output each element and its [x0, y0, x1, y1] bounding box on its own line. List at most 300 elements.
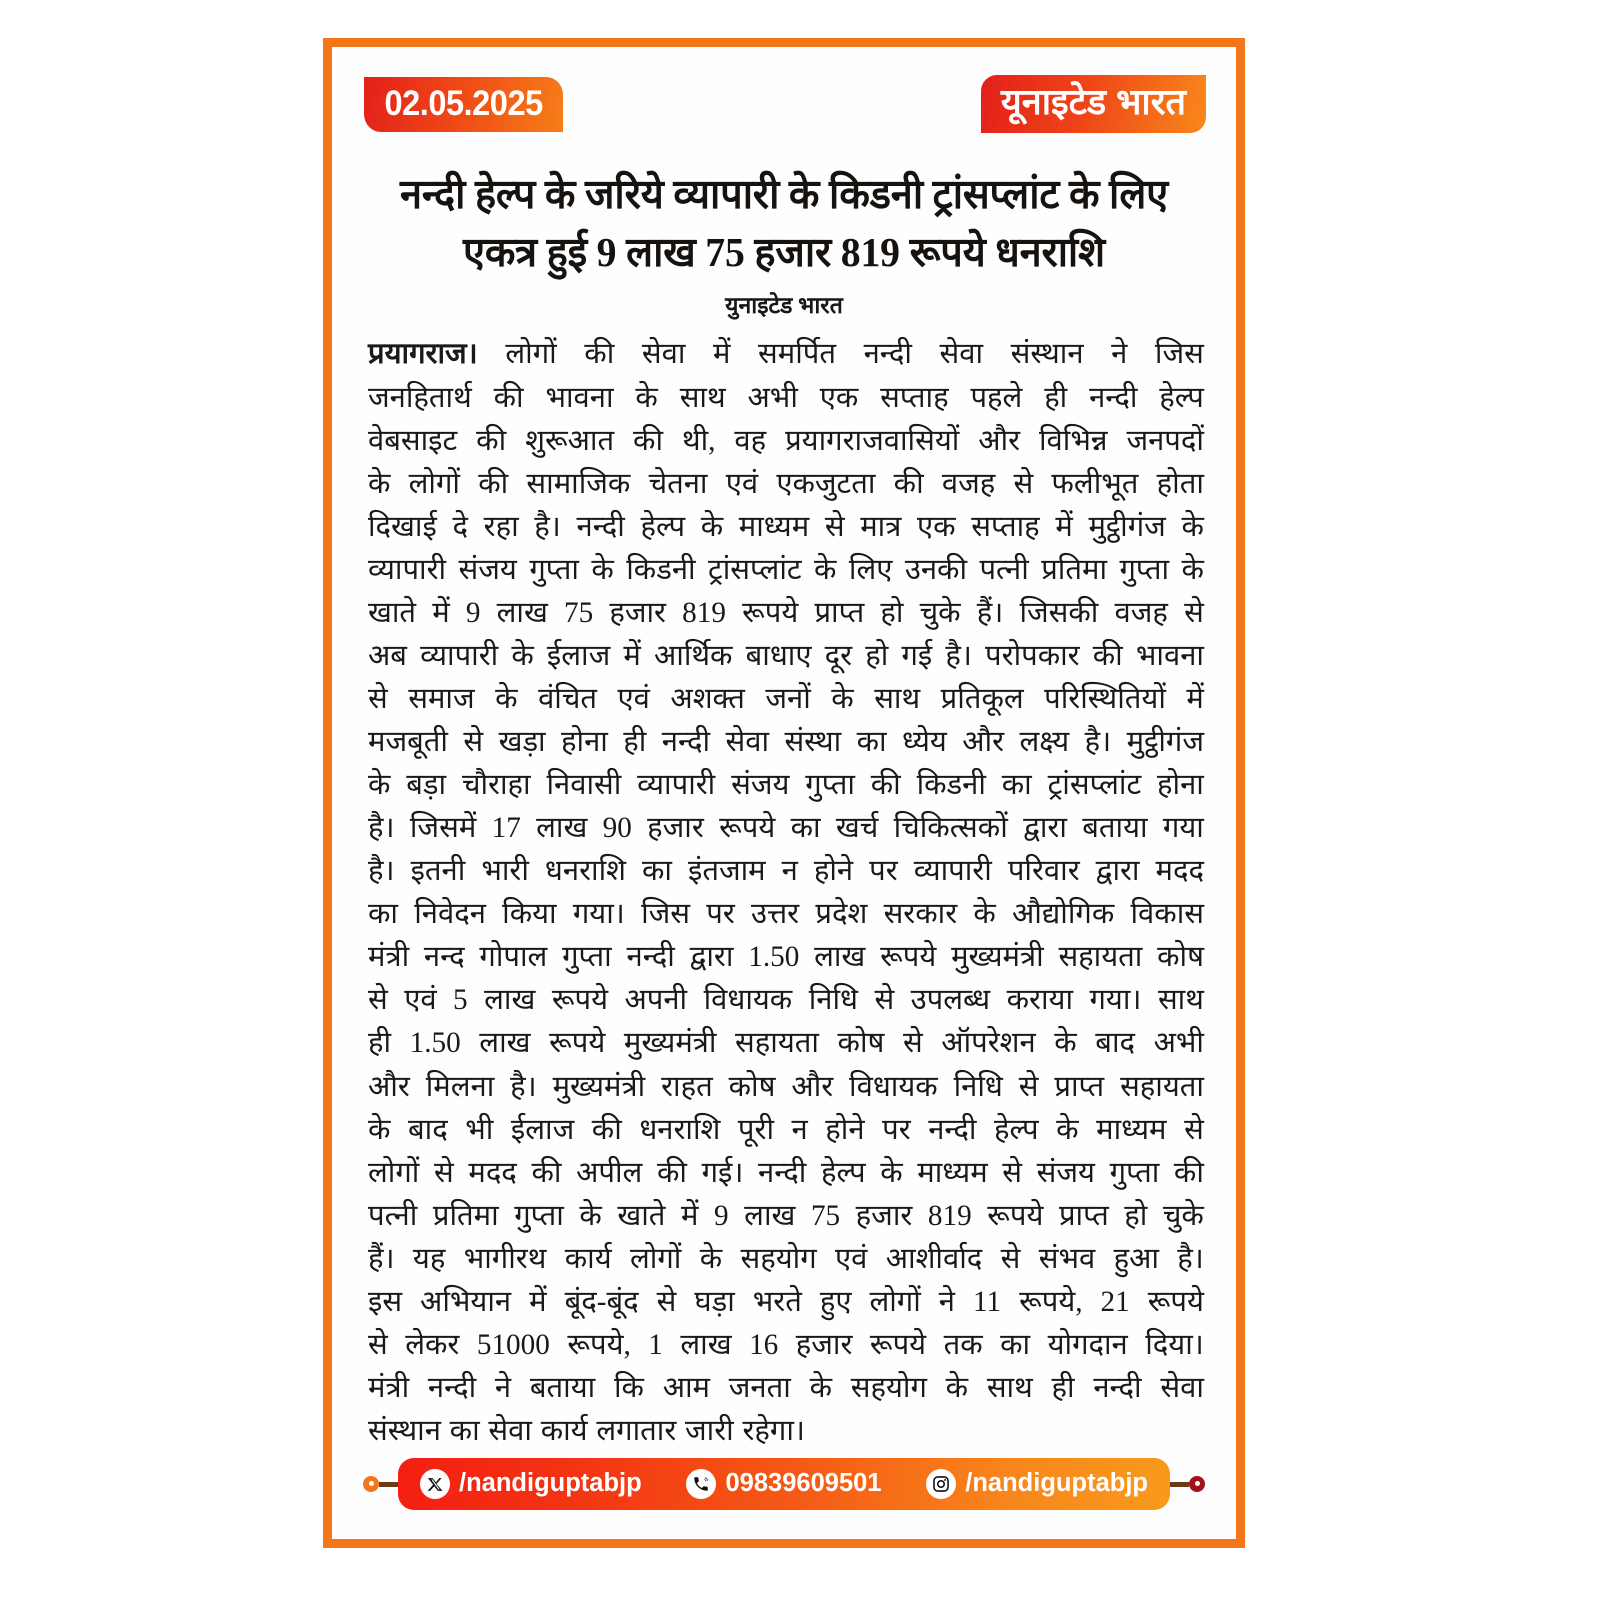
- article-line: [368, 1066, 1204, 1109]
- social-instagram[interactable]: [926, 1469, 1148, 1499]
- article-word: निवेदन: [414, 898, 486, 931]
- article-word: गई: [901, 639, 933, 672]
- article-word: भागीरथ: [463, 1242, 547, 1275]
- article-word: हेल्प: [1159, 381, 1204, 414]
- article-word: सहयोग: [740, 1242, 817, 1275]
- article-word: लाख: [744, 1199, 796, 1232]
- article-word: एक: [819, 381, 859, 414]
- article-word: हेल्प: [820, 1156, 866, 1189]
- article-word: ईलाज: [510, 1113, 575, 1146]
- article-word: आशीर्वाद: [885, 1242, 983, 1275]
- article-word: 9: [714, 1199, 729, 1232]
- article-word: उनकी: [904, 553, 968, 586]
- article-word: की: [870, 769, 901, 802]
- article-word: लोगों: [630, 1242, 682, 1275]
- article-word: नन्द: [423, 941, 465, 974]
- article-word: ने: [938, 1285, 955, 1318]
- social-twitter[interactable]: [420, 1469, 642, 1499]
- article-word: नन्दी: [576, 510, 625, 543]
- ribbon-right-dot: [1189, 1476, 1205, 1492]
- article-word: 21: [1100, 1285, 1130, 1318]
- article-word: सेवा: [939, 338, 984, 371]
- article-word: जनहितार्थ: [368, 381, 472, 414]
- article-word: हुए: [819, 1285, 852, 1318]
- article-word: विधायक: [703, 984, 793, 1017]
- article-word: रहा: [483, 510, 519, 543]
- article-word: भावना: [545, 381, 614, 414]
- article-word: धनराशि: [544, 855, 626, 888]
- article-word: जिस: [641, 898, 691, 931]
- article-word: लोगों: [505, 338, 557, 371]
- article-word: के: [579, 1199, 602, 1232]
- article-word: प्रयागराजवासियों: [785, 424, 960, 457]
- footer-bar: [332, 1455, 1236, 1513]
- article-word: व्यापारी: [913, 855, 992, 888]
- article-word: इस: [368, 1285, 403, 1318]
- article-word: की: [584, 338, 615, 371]
- article-line: [368, 635, 1204, 678]
- article-word: संस्थान: [1010, 338, 1084, 371]
- article-word: मदद: [1155, 855, 1204, 888]
- article-word: ने: [494, 1371, 512, 1404]
- article-word: है।: [368, 812, 395, 845]
- article-word: से: [1184, 1113, 1204, 1146]
- article-word: से: [368, 682, 388, 715]
- article-word: राहत: [661, 1070, 713, 1103]
- article-line: [368, 678, 1204, 721]
- article-word: की: [478, 467, 509, 500]
- article-word: मजबूती: [368, 726, 448, 758]
- article-word: सहयोग: [850, 1371, 927, 1404]
- article-word: प्रतिकूल: [940, 682, 1024, 715]
- article-line: [368, 979, 1204, 1022]
- article-word: सेवा: [488, 1415, 532, 1447]
- article-word: जनों: [765, 682, 811, 715]
- article-word: साथ: [874, 682, 921, 715]
- article-word: लक्ष्य: [1019, 726, 1070, 758]
- article-word: किडनी: [916, 769, 986, 802]
- article-word: पर: [706, 898, 735, 931]
- article-word: व्यापारी: [368, 553, 447, 586]
- article-word: दिया।: [1145, 1328, 1204, 1361]
- article-word: भी: [465, 1113, 494, 1146]
- article-word: ऑपरेशन: [941, 1027, 1036, 1060]
- article-word: के: [368, 769, 391, 802]
- article-word: जनपदों: [1126, 424, 1204, 457]
- article-word: सहायता: [1058, 941, 1143, 974]
- article-word: 51000: [476, 1328, 550, 1361]
- date-badge: 02.05.2025: [364, 77, 563, 132]
- article-word: पहले: [970, 381, 1023, 414]
- article-word: होने: [813, 855, 854, 888]
- article-word: शुरूआत: [525, 424, 615, 457]
- article-word: ध्येय: [901, 726, 947, 758]
- article-word: में: [681, 1199, 699, 1232]
- brand-badge: यूनाइटेड भारत: [981, 75, 1206, 133]
- article-word: वेबसाइट: [368, 424, 458, 457]
- article-word: ने: [1111, 338, 1128, 371]
- article-word: बाद: [1095, 1027, 1136, 1060]
- article-word: की: [1173, 1156, 1204, 1189]
- article-word: लाख: [484, 984, 536, 1017]
- article-word: से: [1013, 467, 1034, 500]
- article-word: द्वारा: [1023, 812, 1067, 845]
- article-word: वह: [734, 424, 767, 457]
- article-word: एकजुटता: [776, 467, 876, 500]
- article-word: गुप्ता: [514, 1199, 564, 1232]
- article-word: है।: [945, 639, 972, 672]
- article-word: मुट्ठीगंज: [1088, 510, 1166, 543]
- phone-icon: [686, 1469, 716, 1499]
- article-word: की: [1092, 639, 1123, 672]
- article-word: होता: [1156, 467, 1204, 500]
- article-word: गया: [1162, 812, 1204, 845]
- article-word: रूपये: [742, 596, 799, 629]
- article-word: परिस्थितियों: [1044, 682, 1166, 715]
- article-word: बाद: [407, 1113, 448, 1146]
- article-word: लगातार: [596, 1415, 677, 1447]
- headline-line-2: एकत्र हुई 9 लाख 75 हजार 819 रूपये धनराशि: [463, 229, 1105, 276]
- article-word: प्रदेश: [815, 898, 868, 931]
- article-word: व्यापारी: [637, 769, 716, 802]
- article-word: योगदान: [1047, 1328, 1128, 1361]
- article-word: गुप्ता: [805, 769, 855, 802]
- article-word: निधि: [953, 1070, 1003, 1103]
- article-word: नन्दी: [427, 1371, 477, 1404]
- article-word: ही: [368, 1027, 392, 1060]
- article-word: है।: [534, 510, 561, 543]
- article-word: की: [531, 1156, 562, 1189]
- article-word: 16: [749, 1328, 779, 1361]
- article-word: कोष: [1157, 941, 1204, 974]
- article-word: कार्य: [564, 1242, 612, 1275]
- article-word: अब: [368, 639, 407, 672]
- article-word: मंत्री: [368, 1371, 410, 1404]
- article-word: चुके: [1162, 1199, 1204, 1232]
- article-line: [368, 333, 1204, 376]
- article-line: [368, 807, 1204, 850]
- phone-number: 09839609501: [725, 1469, 882, 1498]
- article-word: मुख्यमंत्री: [552, 1070, 646, 1103]
- social-ribbon: [398, 1458, 1170, 1510]
- article-line: [368, 1109, 1204, 1152]
- article-word: लाख: [496, 596, 548, 629]
- article-word: दे: [452, 510, 468, 543]
- article-word: हुआ: [1113, 1242, 1159, 1275]
- ribbon-left-dot: [363, 1476, 379, 1492]
- headline: [384, 165, 1183, 281]
- article-word: और: [962, 726, 1005, 758]
- article-word: जिस: [1154, 338, 1204, 371]
- article-word: कार्य: [540, 1415, 588, 1447]
- article-word: प्राप्त: [814, 596, 865, 629]
- article-word: के: [591, 553, 614, 586]
- article-word: के: [368, 1113, 391, 1146]
- article-word: 819: [682, 596, 726, 629]
- article-word: 75: [564, 596, 594, 629]
- article-word: अभी: [1153, 1027, 1204, 1060]
- article-word: है।: [1177, 1242, 1204, 1275]
- article-word: में: [1186, 682, 1204, 715]
- article-word: होना: [561, 726, 608, 758]
- twitter-handle: /nandiguptabjp: [459, 1469, 642, 1498]
- article-word: दिखाई: [368, 510, 437, 543]
- article-word: कराया: [1006, 984, 1074, 1017]
- article-word: का: [856, 726, 887, 758]
- article-word: कोष: [728, 1070, 776, 1103]
- article-word: 90: [602, 812, 632, 845]
- article-word: अभियान: [420, 1285, 512, 1318]
- article-word: के: [1056, 1113, 1079, 1146]
- article-word: का: [790, 812, 821, 845]
- article-word: से: [368, 1328, 388, 1361]
- article-word: है।: [368, 855, 395, 888]
- article-word: खाते: [368, 596, 417, 629]
- article-word: लोगों: [869, 1285, 921, 1318]
- article-word: रूपये,: [1019, 1285, 1083, 1318]
- article-word: न: [781, 855, 798, 888]
- article-word: लोगों: [408, 467, 460, 500]
- article-word: आर्थिक: [654, 639, 733, 672]
- article-word: से: [463, 726, 484, 758]
- article-word: इतनी: [410, 855, 466, 888]
- article-word: की: [893, 467, 924, 500]
- article-word: मिलना: [425, 1070, 495, 1103]
- article-word: हेल्प: [994, 1113, 1039, 1146]
- article-word: गुप्ता: [562, 941, 612, 974]
- article-word: हजार: [647, 812, 704, 845]
- article-line: [368, 850, 1204, 893]
- article-line: [368, 506, 1204, 549]
- headline-line-1: नन्दी हेल्प के जरिये व्यापारी के किडनी ट्रांसप्लांट के लिए: [400, 171, 1168, 217]
- article-word: हो: [1124, 1199, 1148, 1232]
- article-word: के: [1181, 510, 1204, 543]
- article-word: मात्र: [860, 510, 902, 543]
- article-word: सप्ताह: [971, 510, 1040, 543]
- article-line: [368, 893, 1204, 936]
- article-word: गई।: [701, 1156, 744, 1189]
- article-word: नन्दी: [661, 726, 711, 758]
- article-word: मंत्री: [368, 941, 410, 974]
- article-word: हो: [865, 639, 889, 672]
- article-word: चुके: [919, 596, 961, 629]
- article-word: की: [591, 1113, 622, 1146]
- instagram-icon: [926, 1469, 956, 1499]
- article-word: मदद: [468, 1156, 517, 1189]
- article-word: एवं: [404, 984, 437, 1017]
- article-word: चौराहा: [461, 769, 531, 802]
- article-word: गुप्ता: [529, 553, 579, 586]
- article-word: ईलाज: [546, 639, 611, 672]
- article-word: एवं: [725, 467, 759, 500]
- article-word: जिसमें: [409, 812, 477, 845]
- article-line: [368, 420, 1204, 463]
- article-line: [368, 1022, 1204, 1065]
- x-twitter-icon: [420, 1469, 450, 1499]
- article-word: लाख: [814, 941, 866, 974]
- article-word: भारी: [481, 855, 529, 888]
- article-word: संभव: [1038, 1242, 1096, 1275]
- article-word: के: [635, 381, 658, 414]
- article-line: [368, 592, 1204, 635]
- article-word: मुख्यमंत्री: [951, 941, 1044, 974]
- article-word: मुख्यमंत्री: [623, 1027, 717, 1060]
- article-word: से: [902, 1027, 923, 1060]
- article-word: रूपये,: [567, 1328, 631, 1361]
- article-line: [368, 1410, 1204, 1453]
- article-word: और: [791, 1070, 834, 1103]
- article-line: [368, 1281, 1204, 1324]
- article-word: थी,: [681, 424, 716, 457]
- article-word: एवं: [617, 682, 650, 715]
- article-word: रूपये: [551, 984, 608, 1017]
- article-word: खड़ा: [498, 726, 546, 758]
- article-word: के: [809, 1371, 832, 1404]
- article-word: पर: [869, 855, 898, 888]
- article-word: अपील: [576, 1156, 643, 1189]
- article-word: पत्नी: [368, 1199, 418, 1232]
- ribbon-right-stem: [1170, 1482, 1189, 1487]
- ribbon-left-stem: [379, 1482, 398, 1487]
- article-word: और: [978, 424, 1021, 457]
- article-word: सहायता: [1120, 1070, 1204, 1103]
- article-word: न: [791, 1113, 808, 1146]
- article-line: [368, 1324, 1204, 1367]
- article-word: होने: [825, 1113, 865, 1146]
- article-word: नन्दी: [863, 338, 912, 371]
- article-word: के: [880, 1156, 903, 1189]
- article-line: [368, 1152, 1204, 1195]
- article-word: के: [368, 467, 391, 500]
- article-word: सेवा: [1160, 1371, 1204, 1404]
- article-word: के: [511, 639, 534, 672]
- article-line: [368, 549, 1204, 592]
- article-word: में: [712, 338, 731, 371]
- byline: युनाइटेड भारत: [725, 293, 843, 319]
- article-word: नन्दी: [1089, 381, 1138, 414]
- article-word: से: [824, 510, 845, 543]
- article-word: के: [699, 1242, 723, 1275]
- article-word: भरते: [752, 1285, 802, 1318]
- article-body: [368, 333, 1204, 1453]
- article-word: 17: [491, 812, 521, 845]
- article-word: द्वारा: [1095, 855, 1140, 888]
- article-word: रूपये: [1147, 1285, 1204, 1318]
- article-word: वजह: [941, 467, 996, 500]
- article-word: ट्रांसप्लांट: [1047, 769, 1142, 802]
- article-line: [368, 936, 1204, 979]
- article-word: खर्च: [835, 812, 879, 845]
- article-word: प्राप्त: [1058, 1199, 1109, 1232]
- article-word: गुप्ता: [1119, 553, 1170, 586]
- article-word: के: [831, 682, 854, 715]
- article-word: अपनी: [624, 984, 688, 1017]
- article-word: लाख: [536, 812, 588, 845]
- article-word: है।: [510, 1070, 537, 1103]
- article-word: रूपये: [719, 812, 776, 845]
- article-word: बूंद-बूंद: [564, 1285, 639, 1318]
- article-word: सरकार: [883, 898, 958, 931]
- article-word: रूपये: [549, 1027, 606, 1060]
- article-word: पूरी: [737, 1113, 774, 1146]
- article-word: बताया: [1082, 812, 1148, 845]
- article-word: रूपये: [880, 941, 937, 974]
- article-word: की: [633, 424, 664, 457]
- news-clipping-card: [323, 38, 1245, 1548]
- article-word: से: [874, 984, 895, 1017]
- article-word: औद्योगिक: [1012, 898, 1115, 931]
- article-word: लिए: [848, 553, 893, 586]
- instagram-handle: /nandiguptabjp: [965, 1469, 1148, 1498]
- article-word: संजय: [1036, 1156, 1095, 1189]
- social-phone[interactable]: [642, 1469, 927, 1499]
- article-word: से: [1184, 596, 1204, 629]
- article-word: माध्यम: [1096, 1113, 1167, 1146]
- card-header: [332, 47, 1236, 139]
- article-word: उपलब्ध: [910, 984, 991, 1017]
- article-word: अशक्त: [670, 682, 745, 715]
- article-word: आम: [662, 1371, 711, 1404]
- article-word: दूर: [824, 639, 853, 672]
- article-word: से: [368, 984, 388, 1017]
- article-word: से: [1018, 1070, 1039, 1103]
- article-word: 1.50: [409, 1027, 461, 1060]
- article-word: व्यापारी: [420, 639, 499, 672]
- article-word: रूपये: [869, 1328, 927, 1361]
- article-word: से: [1000, 1242, 1021, 1275]
- article-word: का: [449, 1415, 480, 1447]
- article-word: गोपाल: [479, 941, 548, 974]
- article-word: से: [1002, 1156, 1023, 1189]
- article-word: माध्यम: [917, 1156, 988, 1189]
- article-word: नन्दी: [758, 1156, 807, 1189]
- article-word: माध्यम: [738, 510, 810, 543]
- article-word: साथ: [679, 381, 726, 414]
- article-word: है।: [1084, 726, 1112, 758]
- article-word: की: [656, 1156, 687, 1189]
- article-word: 1.50: [748, 941, 800, 974]
- article-word: घड़ा: [694, 1285, 735, 1318]
- article-word: संजय: [458, 553, 517, 586]
- article-word: धनराशि: [639, 1113, 721, 1146]
- article-word: 5: [453, 984, 468, 1017]
- article-word: ही: [1051, 1371, 1075, 1404]
- article-word: हैं।: [976, 596, 1004, 629]
- article-word: एक: [917, 510, 956, 543]
- article-word: किडनी: [626, 553, 696, 586]
- article-word: ट्रांसप्लांट: [708, 553, 802, 586]
- article-word: में: [1055, 510, 1073, 543]
- article-word: संस्थान: [368, 1415, 441, 1447]
- article-word: 9: [465, 596, 481, 629]
- article-word: चिकित्सकों: [893, 812, 1008, 845]
- article-word: प्रतिमा: [1041, 553, 1108, 586]
- article-word: के: [700, 510, 724, 543]
- article-line: [368, 1367, 1204, 1410]
- article-word: प्रयागराज।: [368, 338, 478, 371]
- article-word: हजार: [795, 1328, 853, 1361]
- article-word: का: [642, 855, 672, 888]
- article-word: हजार: [609, 596, 666, 629]
- article-word: 1: [648, 1328, 663, 1361]
- article-word: निधि: [808, 984, 858, 1017]
- article-word: का: [1001, 769, 1032, 802]
- article-word: खाते: [617, 1199, 666, 1232]
- article-word: लोगों: [368, 1156, 420, 1189]
- article-word: हजार: [855, 1199, 913, 1232]
- article-word: रूपये: [987, 1199, 1044, 1232]
- article-word: नन्दी: [626, 941, 675, 974]
